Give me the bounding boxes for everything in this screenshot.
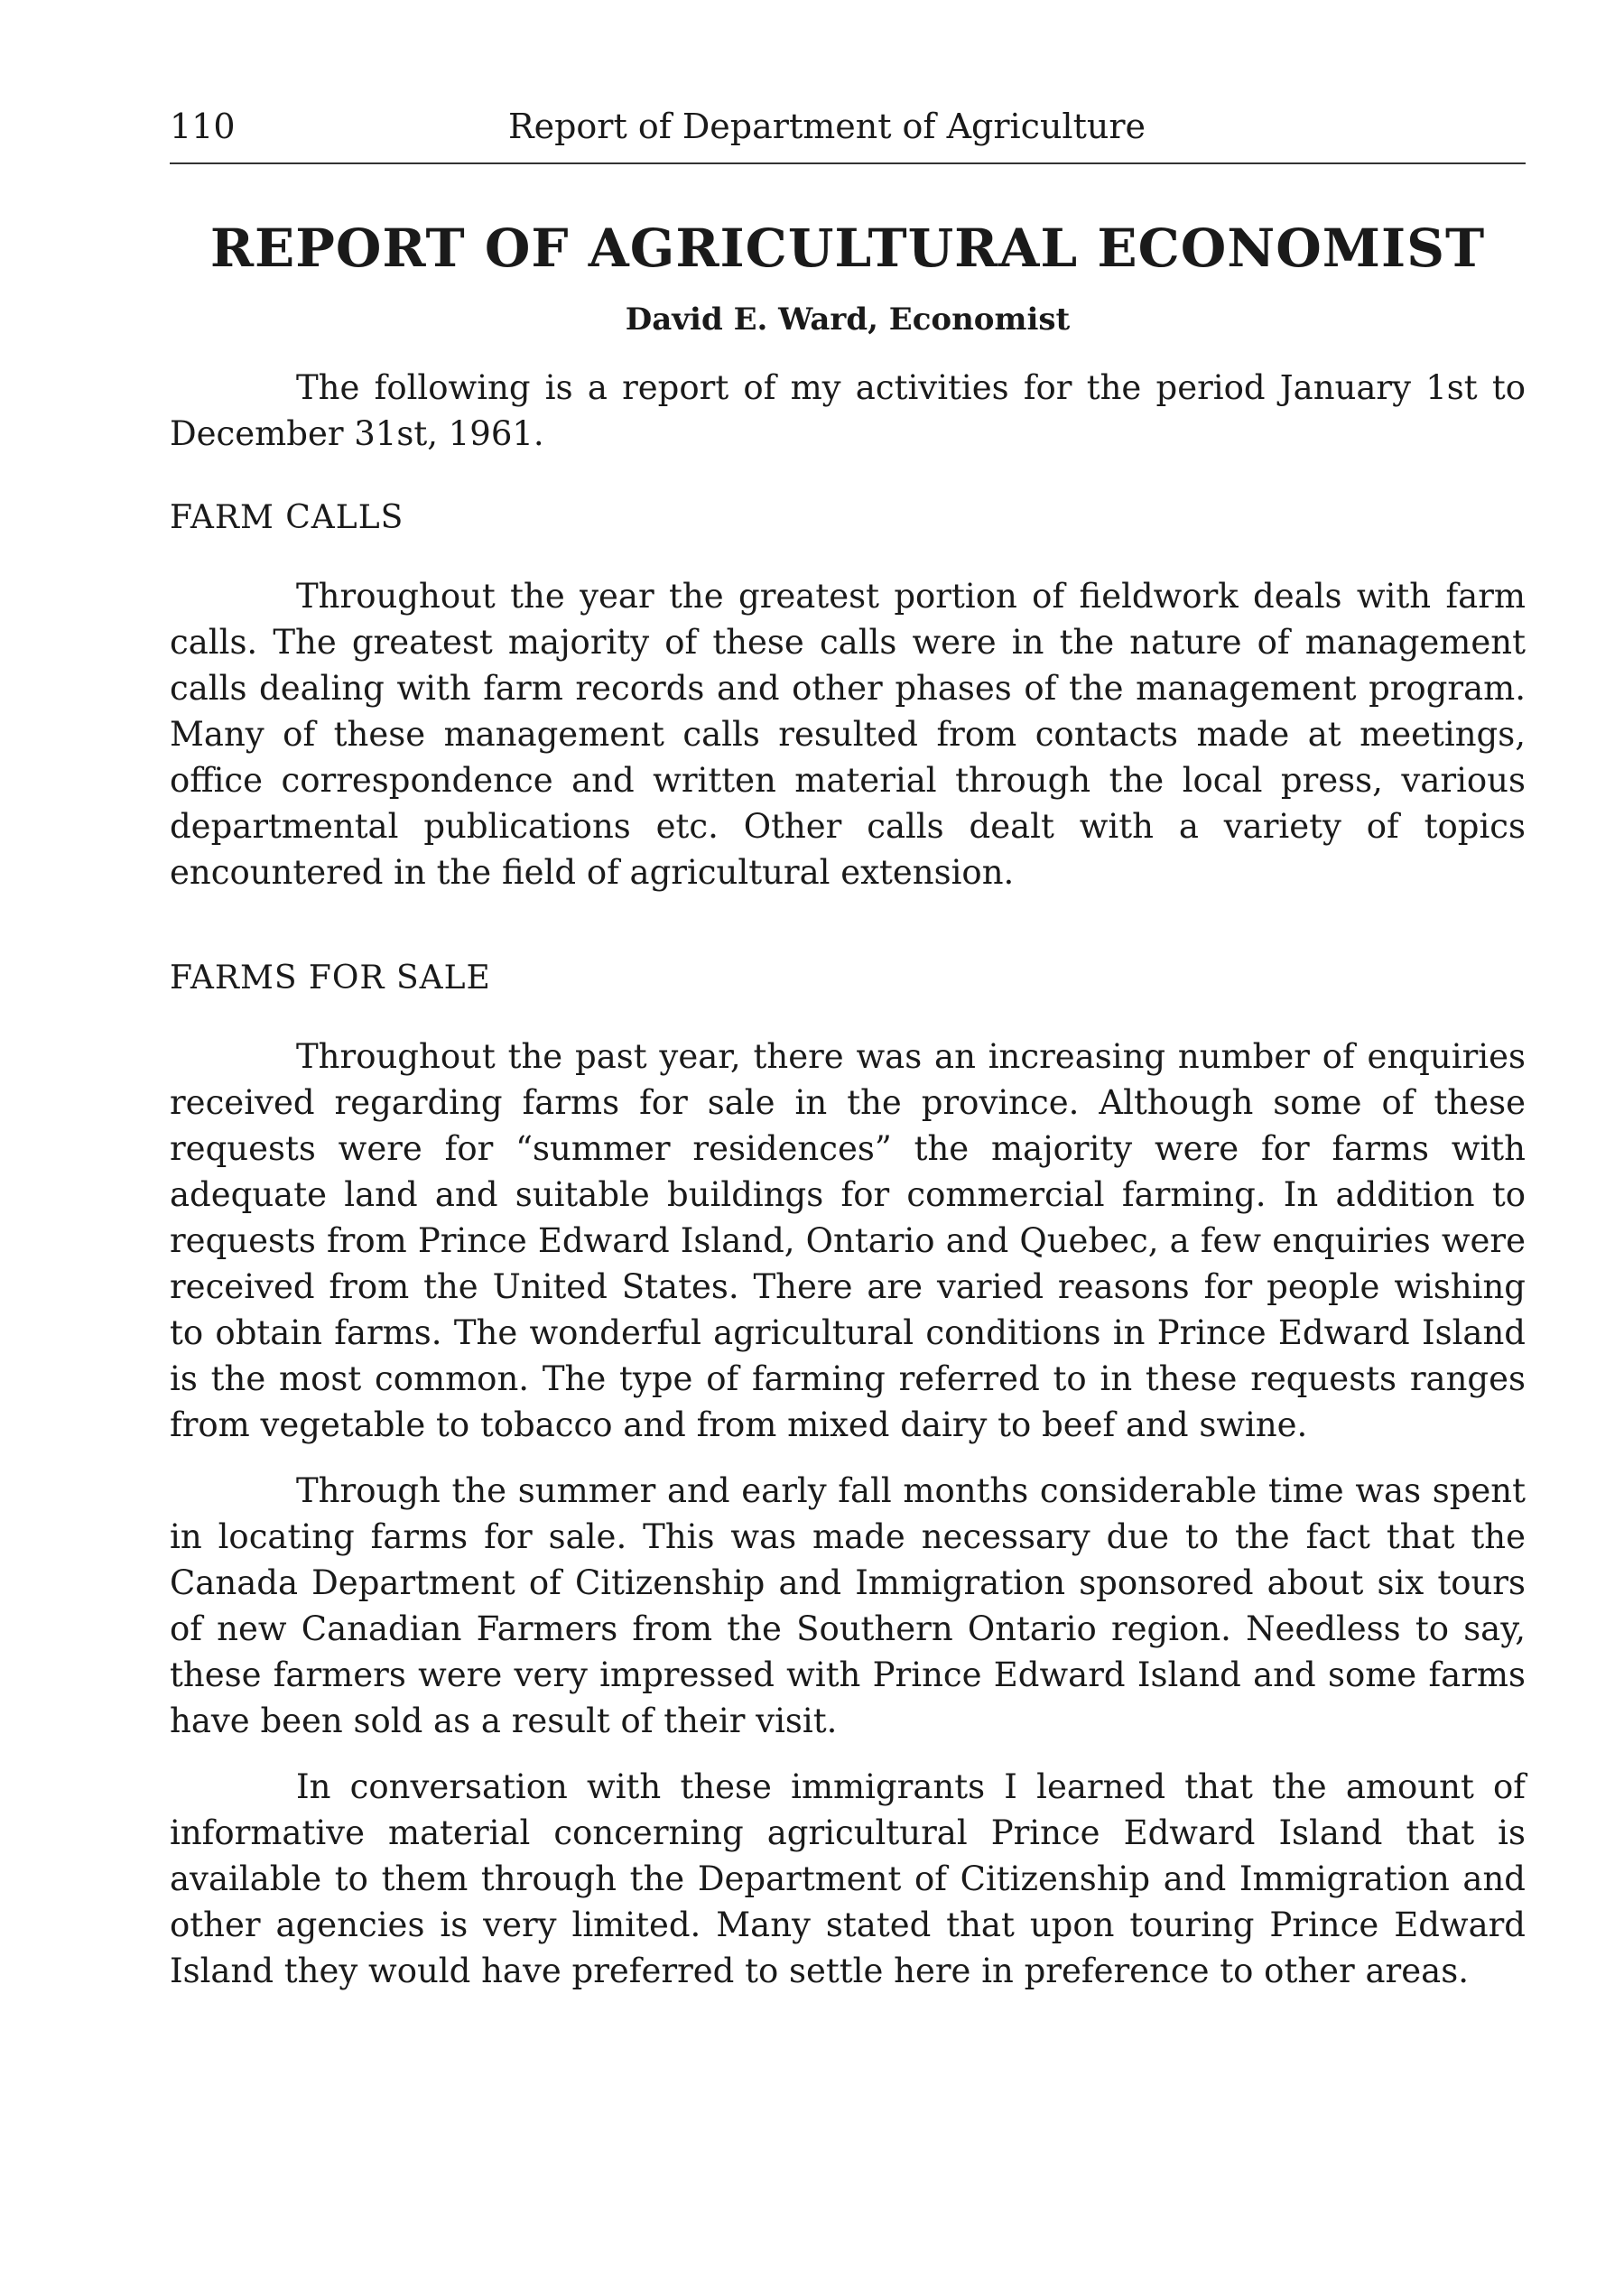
farms-for-sale-paragraph-1: Throughout the past year, there was an increasing number of enquiries received regarding farms for sale in the province. Although some of these requests were for “summer residences” the majority were for farms with adequate land and suitable buildings for commercial farming. In addition to requests from Prince Edward Island, Ontario and Quebec, a few enquiries were received from the United States. There are varied reasons for people wishing to obtain farms. The wonderful agricultural conditions in Prince Edward Island is the most common. The type of farming referred to in these requests ranges from vegetable to tobacco and from mixed dairy to beef and swine. bbox=[170, 1037, 1526, 1444]
farm-calls-paragraph-1: Throughout the year the greatest portion of fieldwork deals with farm calls. The greatest majority of these calls were in the nature of management calls dealing with farm records and other phases of the management program. Many of these management calls resulted from contacts made at meetings, office correspondence and written material through the local press, various departmental publications etc. Other calls dealt with a variety of topics encountered in the field of agricultural extension. bbox=[170, 577, 1526, 892]
section-heading-farm-calls: FARM CALLS bbox=[170, 499, 404, 536]
page-number: 110 bbox=[170, 107, 236, 146]
farms-for-sale-paragraph-2: Through the summer and early fall months considerable time was spent in locating farms for sale. This was made necessary due to the fact that the Canada Department of Citizenship and Immigration sponsored about six tours of new Canadian Farmers from the Southern Ontario region. Needless to say, these farmers were very impressed with Prince Edward Island and some farms have been sold as a result of their visit. bbox=[170, 1471, 1526, 1740]
report-title: REPORT OF AGRICULTURAL ECONOMIST bbox=[209, 218, 1486, 279]
intro-paragraph: The following is a report of my activities for the period January 1st to December 31st, 1961. bbox=[170, 368, 1526, 453]
section-heading-farms-for-sale: FARMS FOR SALE bbox=[170, 960, 491, 997]
running-title: Report of Department of Agriculture bbox=[508, 107, 1146, 146]
report-author: David E. Ward, Economist bbox=[625, 301, 1071, 338]
farms-for-sale-paragraph-3: In conversation with these immigrants I learned that the amount of informative material concerning agricultural Prince Edward Island that is available to them through the Department of Citizenship and Immigration and other agencies is very limited. Many stated that upon touring Prince Edward Island they would have preferred to settle here in preference to other areas. bbox=[170, 1767, 1526, 1990]
document-page bbox=[170, 90, 1526, 1994]
header-rule bbox=[170, 162, 1526, 164]
running-header bbox=[170, 90, 1526, 162]
